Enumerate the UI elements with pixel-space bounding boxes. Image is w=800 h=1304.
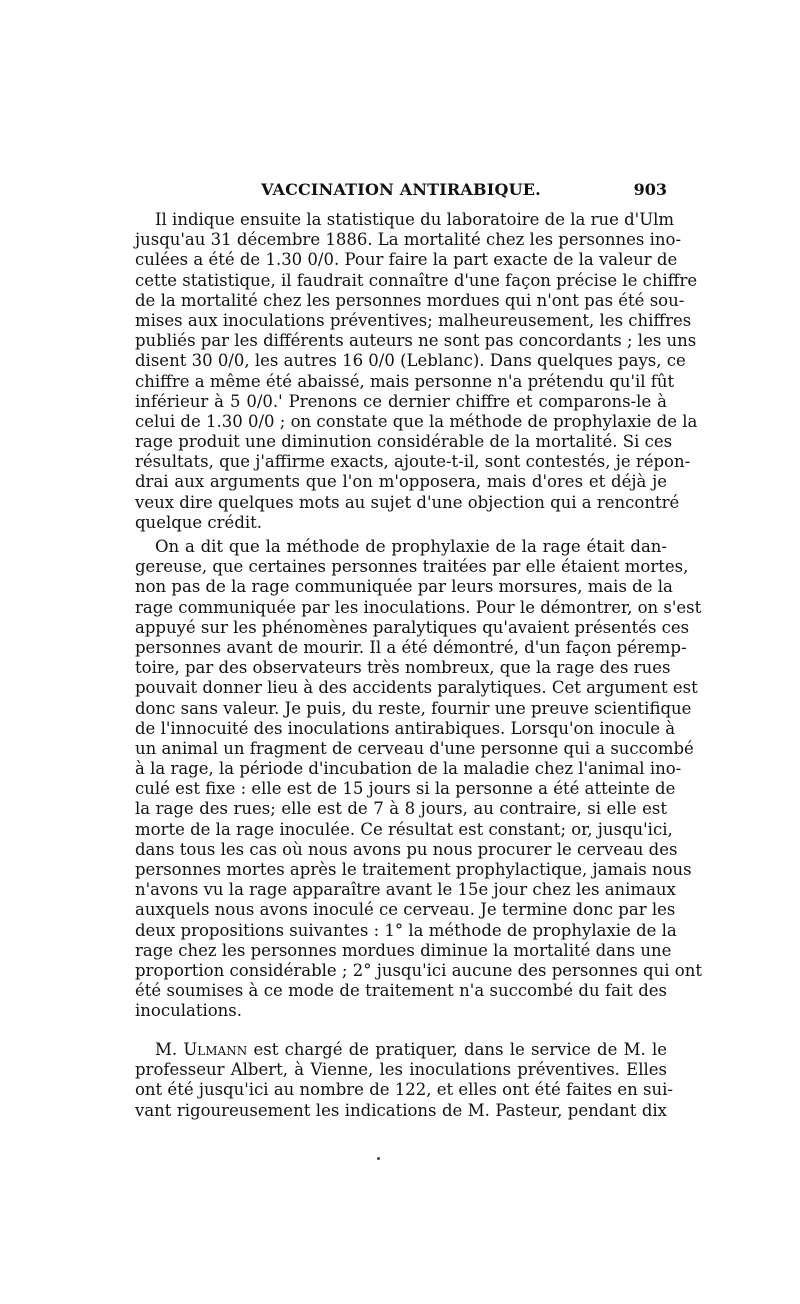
running-head <box>135 180 667 202</box>
text-line: vant rigoureusement les indications de M. Pasteur, pendant dix <box>135 1100 667 1120</box>
text-line: rage communiquée par les inoculations. Pour le démontrer, on s'est <box>135 597 702 617</box>
text-line: chiffre a même été abaissé, mais personne n'a prétendu qu'il fût <box>135 371 675 391</box>
text-line: donc sans valeur. Je puis, du reste, fournir une preuve scientifique <box>135 698 692 718</box>
text-line: un animal un fragment de cerveau d'une personne qui a succombé <box>135 738 694 758</box>
text-line: pouvait donner lieu à des accidents paralytiques. Cet argument est <box>135 678 698 698</box>
text-line: dans tous les cas où nous avons pu nous procurer le cerveau des <box>135 839 678 859</box>
text-line: appuyé sur les phénomènes paralytiques qu'avaient présentés ces <box>135 617 690 637</box>
text-line: ont été jusqu'ici au nombre de 122, et elles ont été faites en sui- <box>135 1080 673 1100</box>
text-line: de l'innocuité des inoculations antirabiques. Lorsqu'on inocule à <box>135 718 676 738</box>
text-line-with-lead <box>135 1040 667 1060</box>
text-line: quelque crédit. <box>135 512 263 532</box>
text-line: auxquels nous avons inoculé ce cerveau. Je termine donc par les <box>135 900 676 920</box>
text-line: été soumises à ce mode de traitement n'a succombé du fait des <box>135 981 667 1001</box>
text-line: culé est fixe : elle est de 15 jours si la personne a été atteinte de <box>135 779 676 799</box>
paragraph-objection <box>135 537 702 1022</box>
text-line: la rage des rues; elle est de 7 à 8 jours, au contraire, si elle est <box>135 799 667 819</box>
page-number: 903 <box>633 180 667 199</box>
text-line: inoculations. <box>135 1001 243 1021</box>
speaker-name: M. Ulmann <box>155 1040 248 1059</box>
text-line: celui de 1.30 0/0 ; on constate que la méthode de prophylaxie de la <box>135 411 698 431</box>
text-line: deux propositions suivantes : 1° la méthode de prophylaxie de la <box>135 920 677 940</box>
text-line: proportion considérable ; 2° jusqu'ici aucune des personnes qui ont <box>135 960 702 980</box>
text-line: rage chez les personnes mordues diminue la mortalité dans une <box>135 940 672 960</box>
text-line: n'avons vu la rage apparaître avant le 15e jour chez les animaux <box>135 880 676 900</box>
text-line: publiés par les différents auteurs ne sont pas concordants ; les uns <box>135 331 697 351</box>
text-line: gereuse, que certaines personnes traitées par elle étaient mortes, <box>135 557 689 577</box>
text-line: veux dire quelques mots au sujet d'une objection qui a rencontré <box>135 492 680 512</box>
running-title: VACCINATION ANTIRABIQUE. <box>261 180 541 199</box>
text-line: culées a été de 1.30 0/0. Pour faire la part exacte de la valeur de <box>135 250 678 270</box>
text-line: de la mortalité chez les personnes mordues qui n'ont pas été sou- <box>135 290 685 310</box>
text-line: jusqu'au 31 décembre 1886. La mortalité chez les personnes ino- <box>135 230 682 250</box>
text-line: Il indique ensuite la statistique du laboratoire de la rue d'Ulm <box>155 210 675 229</box>
text-line: inférieur à 5 0/0.' Prenons ce dernier chiffre et comparons-le à <box>135 391 667 411</box>
paragraph-statistics <box>135 210 698 533</box>
text-line: morte de la rage inoculée. Ce résultat est constant; or, jusqu'ici, <box>135 819 673 839</box>
text-line: toire, par des observateurs très nombreux, que la rage des rues <box>135 658 671 678</box>
text-line: résultats, que j'affirme exacts, ajoute-t-il, sont contestés, je répon- <box>135 452 691 472</box>
text-line: mises aux inoculations préventives; malheureusement, les chiffres <box>135 310 692 330</box>
print-speck <box>377 1157 380 1160</box>
text-line: non pas de la rage communiquée par leurs morsures, mais de la <box>135 577 673 597</box>
text-line: rage produit une diminution considérable de la mortalité. Si ces <box>135 432 673 452</box>
text-line: personnes mortes après le traitement prophylactique, jamais nous <box>135 860 692 879</box>
text-line: On a dit que la méthode de prophylaxie de la rage était dan- <box>155 537 667 556</box>
text-line: cette statistique, il faudrait connaître d'une façon précise le chiffre <box>135 270 698 290</box>
paragraph-ulmann <box>135 1040 673 1121</box>
text-line: à la rage, la période d'incubation de la maladie chez l'animal ino- <box>135 759 682 779</box>
text-line: professeur Albert, à Vienne, les inoculations préventives. Elles <box>135 1060 667 1080</box>
text-line: drai aux arguments que l'on m'opposera, mais d'ores et déjà je <box>135 472 667 492</box>
text-line-rest: est chargé de pratiquer, dans le service de M. le <box>247 1040 667 1059</box>
text-line: personnes avant de mourir. Il a été démontré, d'un façon péremp- <box>135 637 687 657</box>
text-line: disent 30 0/0, les autres 16 0/0 (Leblanc). Dans quelques pays, ce <box>135 351 686 371</box>
